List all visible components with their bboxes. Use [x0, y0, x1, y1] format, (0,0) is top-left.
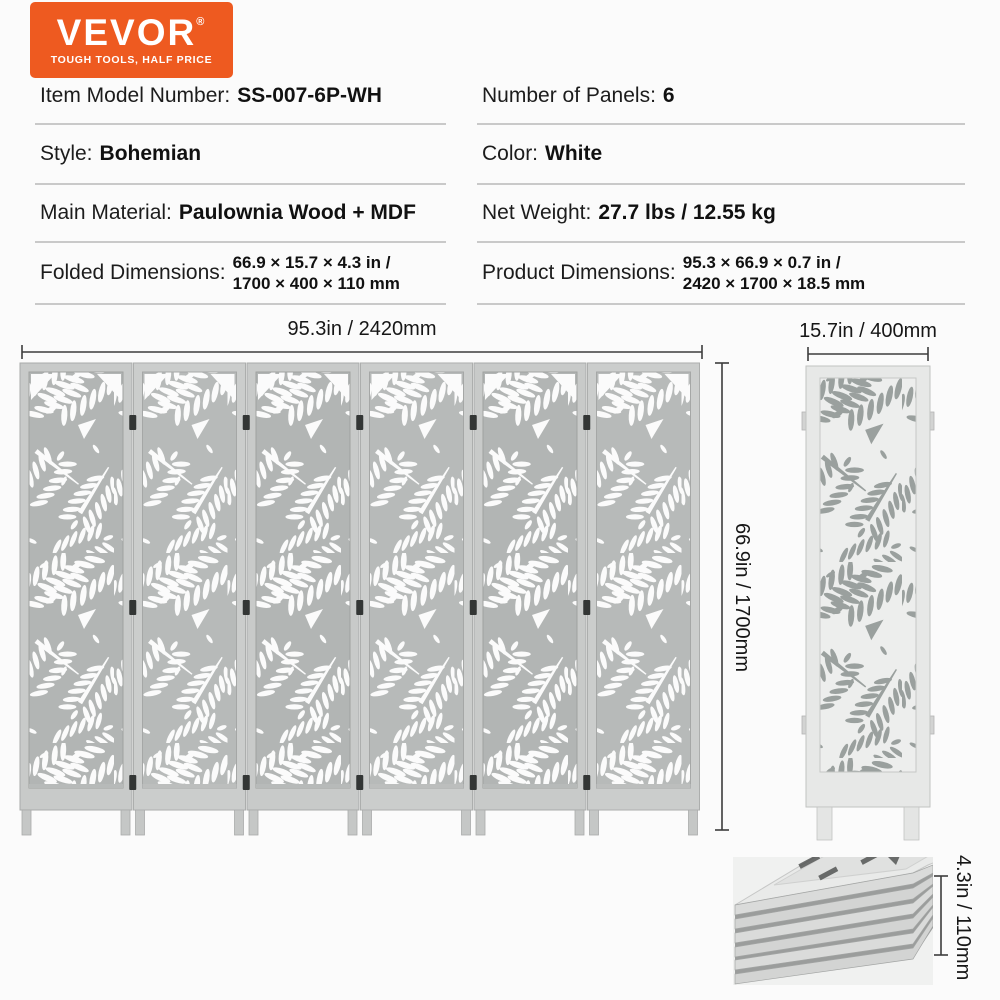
spec-value-line2: 1700 × 400 × 110 mm: [232, 274, 400, 293]
spec-value-line1: 95.3 × 66.9 × 0.7 in /: [682, 253, 841, 272]
spec-label: Item Model Number:: [40, 83, 231, 107]
spec-value: [683, 252, 865, 294]
spec-label: Folded Dimensions:: [40, 261, 226, 284]
spec-row-item-model-number: [35, 68, 446, 125]
spec-value-line2: 2420 × 1700 × 18.5 mm: [682, 274, 866, 293]
spec-label: Number of Panels:: [482, 83, 656, 107]
brand-name: VEVOR: [56, 11, 197, 53]
spec-value: Bohemian: [99, 142, 202, 165]
folded-thickness-dimension-label: 4.3in / 110mm: [952, 855, 974, 981]
spec-label: Main Material:: [40, 201, 172, 224]
spec-value: 6: [662, 83, 675, 107]
spec-row-number-of-panels: [477, 68, 965, 125]
spec-row-folded-dimensions: [35, 243, 446, 305]
width-dimension-line: [22, 345, 702, 359]
spec-row-product-dimensions: [477, 243, 965, 305]
spec-value: SS-007-6P-WH: [237, 83, 382, 107]
folded-panel-image: [802, 366, 934, 840]
registered-trademark-icon: ®: [196, 15, 207, 28]
spec-label: Net Weight:: [482, 201, 592, 224]
folded-width-dimension-line: [808, 347, 928, 361]
spec-row-color: [477, 125, 965, 185]
spec-column-right: [477, 68, 965, 305]
spec-value: [233, 252, 400, 294]
spec-label: Product Dimensions:: [482, 261, 676, 284]
spec-value-line1: 66.9 × 15.7 × 4.3 in /: [232, 253, 391, 272]
width-dimension-label: 95.3in / 2420mm: [287, 318, 437, 340]
product-figure: [0, 315, 1000, 1000]
height-dimension-label: 66.9in / 1700mm: [731, 523, 753, 672]
spec-label: Color:: [482, 142, 539, 165]
main-screen-image: [20, 363, 700, 835]
spec-row-net-weight: [477, 185, 965, 243]
spec-column-left: [35, 68, 446, 305]
spec-row-style: [35, 125, 446, 185]
spec-row-main-material: [35, 185, 446, 243]
spec-label: Style:: [40, 142, 93, 165]
spec-value: Paulownia Wood + MDF: [178, 201, 416, 224]
stacked-panels-image: [733, 825, 988, 985]
vevor-wordmark: [56, 11, 207, 53]
height-dimension-line: [715, 363, 729, 830]
folded-thickness-dimension-line: [934, 876, 948, 955]
folded-width-dimension-label: 15.7in / 400mm: [799, 320, 937, 342]
spec-value: White: [545, 142, 603, 165]
brand-tagline: TOUGH TOOLS, HALF PRICE: [50, 53, 213, 66]
spec-value: 27.7 lbs / 12.55 kg: [598, 201, 776, 224]
vevor-logo: [30, 2, 233, 78]
